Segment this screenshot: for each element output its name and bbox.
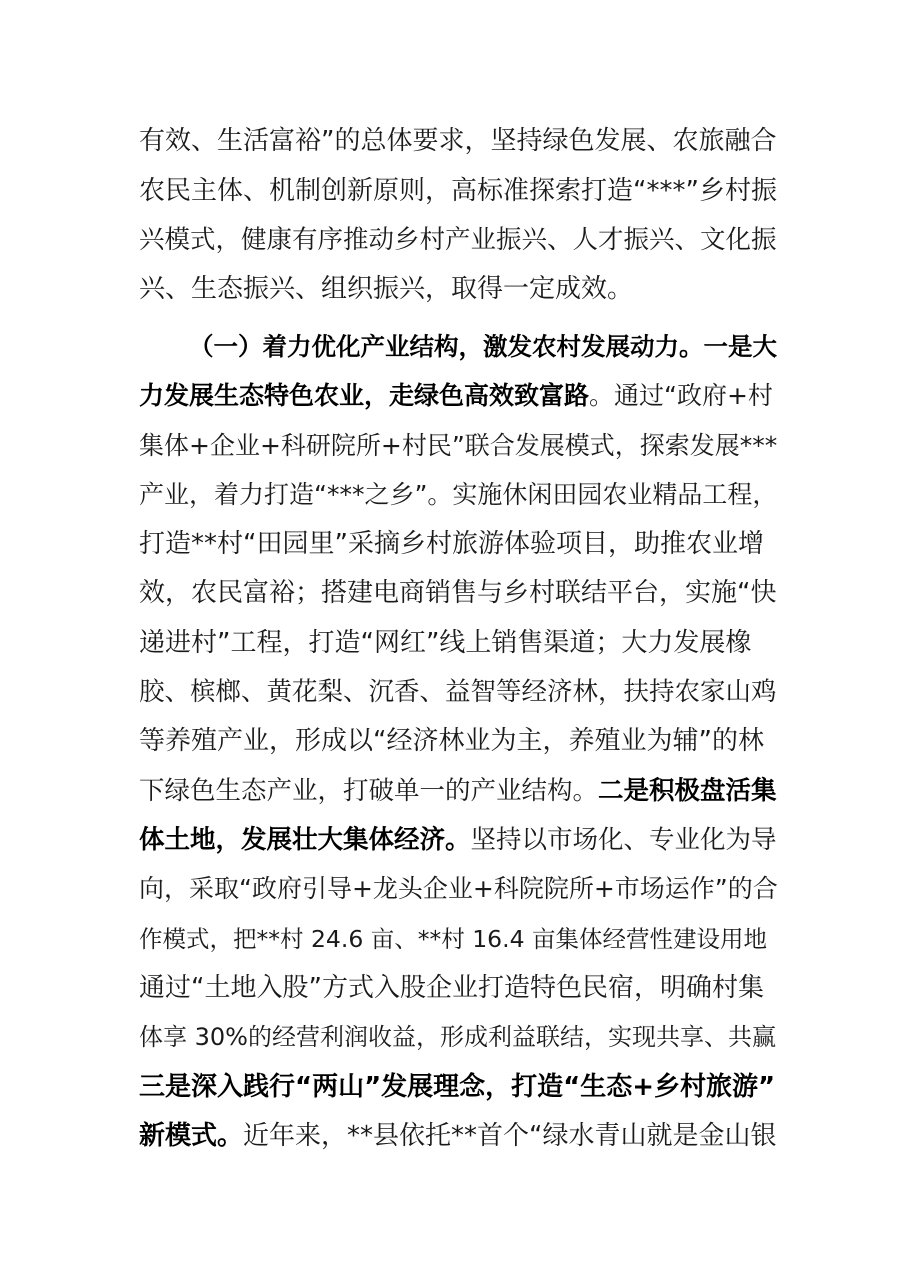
- paragraph-line-2: [139, 174, 779, 208]
- paragraph-line-6: [139, 379, 779, 413]
- bold-subheading: 三是深入践行“两山”发展理念，打造“生态+乡村旅游”: [139, 1072, 776, 1102]
- paragraph-line-19: [139, 1020, 779, 1054]
- text-run: 。通过“政府+村: [589, 381, 773, 410]
- paragraph-line-13: [139, 724, 779, 758]
- text-run: 坚持以市场化、专业化为导: [470, 825, 777, 855]
- paragraph-line-10: [139, 576, 779, 610]
- text-run: 兴、生态振兴、组织振兴，取得一定成效。: [139, 274, 634, 304]
- paragraph-line-18: [139, 971, 779, 1005]
- bold-subheading: 体土地，发展壮大集体经济。: [139, 825, 471, 855]
- paragraph-line-15: [139, 823, 779, 857]
- paragraph-line-14: [139, 774, 779, 808]
- paragraph-line-9: [139, 527, 779, 561]
- paragraph-line-1: [139, 124, 779, 158]
- section-heading-line: [189, 330, 779, 364]
- text-run: 产业，着力打造“***之乡”。实施休闲田园农业精品工程，: [139, 480, 778, 509]
- paragraph-line-16: [139, 872, 779, 906]
- text-run: 兴模式，健康有序推动乡村产业振兴、人才振兴、文化振: [139, 225, 777, 255]
- paragraph-line-12: [139, 675, 779, 709]
- paragraph-line-8: [139, 478, 779, 512]
- text-run: 集体+企业+科研院所+村民”联合发展模式，探索发展***: [139, 431, 778, 460]
- paragraph-line-4: [139, 272, 779, 306]
- text-run: 效，农民富裕；搭建电商销售与乡村联结平台，实施“快: [139, 578, 777, 608]
- paragraph-line-20: [139, 1070, 779, 1104]
- paragraph-line-7: [139, 429, 779, 463]
- bold-subheading: 二是积极盘活集: [598, 776, 777, 806]
- paragraph-line-3: [139, 223, 779, 257]
- text-run: 打造**村“田园里”采摘乡村旅游体验项目，助推农业增: [139, 529, 764, 559]
- text-run: 农民主体、机制创新原则，高标准探索打造“***”乡村振: [139, 176, 777, 206]
- text-run: 向，采取“政府引导+龙头企业+科院院所+市场运作”的合: [139, 874, 778, 903]
- paragraph-line-17: [139, 922, 779, 956]
- text-run: 胶、槟榔、黄花梨、沉香、益智等经济林，扶持农家山鸡: [139, 677, 777, 707]
- text-run: 有效、生活富裕”的总体要求，坚持绿色发展、农旅融合: [139, 126, 777, 156]
- text-run: 递进村”工程，打造“网红”线上销售渠道；大力发展橡: [139, 628, 752, 658]
- text-run: 下绿色生态产业，打破单一的产业结构。: [139, 776, 599, 806]
- text-run: 作模式，把**村 24.6 亩、**村 16.4 亩集体经营性建设用地: [139, 925, 768, 953]
- section-heading: （一）着力优化产业结构，激发农村发展动力。一是大: [189, 332, 777, 361]
- text-run: 近年来，**县依托**首个“绿水青山就是金山银: [243, 1121, 777, 1151]
- text-run: 体享 30%的经营利润收益，形成利益联结，实现共享、共赢: [139, 1023, 776, 1051]
- paragraph-line-11: [139, 626, 779, 660]
- paragraph-line-21: [139, 1119, 779, 1153]
- text-run: 等养殖产业，形成以“经济林业为主，养殖业为辅”的林: [139, 726, 764, 756]
- bold-subheading: 力发展生态特色农业，走绿色高效致富路: [139, 381, 590, 410]
- text-run: 通过“土地入股”方式入股企业打造特色民宿，明确村集: [139, 973, 764, 1003]
- bold-subheading: 新模式。: [139, 1121, 244, 1151]
